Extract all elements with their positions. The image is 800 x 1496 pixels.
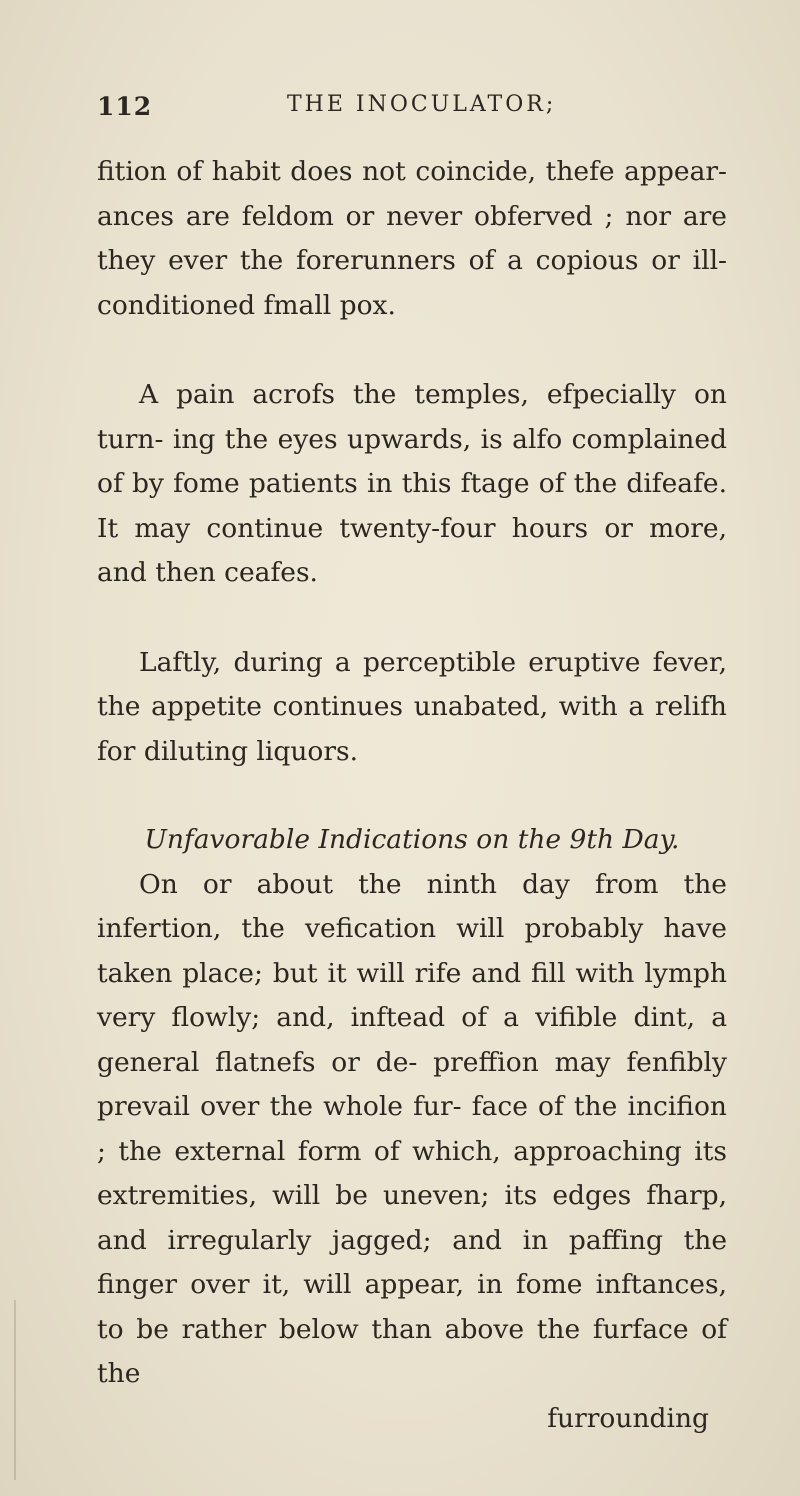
- body-text: [97, 150, 727, 1441]
- page-edge-shadow: [14, 1300, 16, 1480]
- running-head: [97, 92, 737, 128]
- paragraph-temple-pain: A pain acrofs the temples, efpecially on turn- ing the eyes upwards, is alfo complained of by fome patients in this ftage of the difeafe. It may continue twenty-four hours or more, and then ceafes.: [97, 379, 727, 588]
- paragraph-continuation: fition of habit does not coincide, thefe appear- ances are feldom or never obferved ; nor are they ever the forerunners of a copious or ill- conditioned fmall pox.: [97, 156, 727, 321]
- section-heading: Unfavorable Indications on the 9th Day.: [144, 824, 680, 855]
- running-title: THE INOCULATOR;: [287, 92, 557, 117]
- page-number: 112: [97, 92, 153, 121]
- paragraph-ninth-day: On or about the ninth day from the infertion, the vefication will probably have taken place; but it will rife and fill with lymph very flowly; and, inftead of a vifible dint, a general flatnefs or de- preffion may fenfibly prevail over the whole fur- face of the incifion ; the external form of which, approaching its extremities, will be uneven; its edges fharp, and irregularly jagged; and in paffing the finger over it, will appear, in fome inftances, to be rather below than above the furface of the: [97, 868, 727, 1389]
- paragraph-appetite: Laftly, during a perceptible eruptive fever, the appetite continues unabated, with a relifh for diluting liquors.: [97, 646, 727, 767]
- catchword: furrounding: [547, 1402, 709, 1434]
